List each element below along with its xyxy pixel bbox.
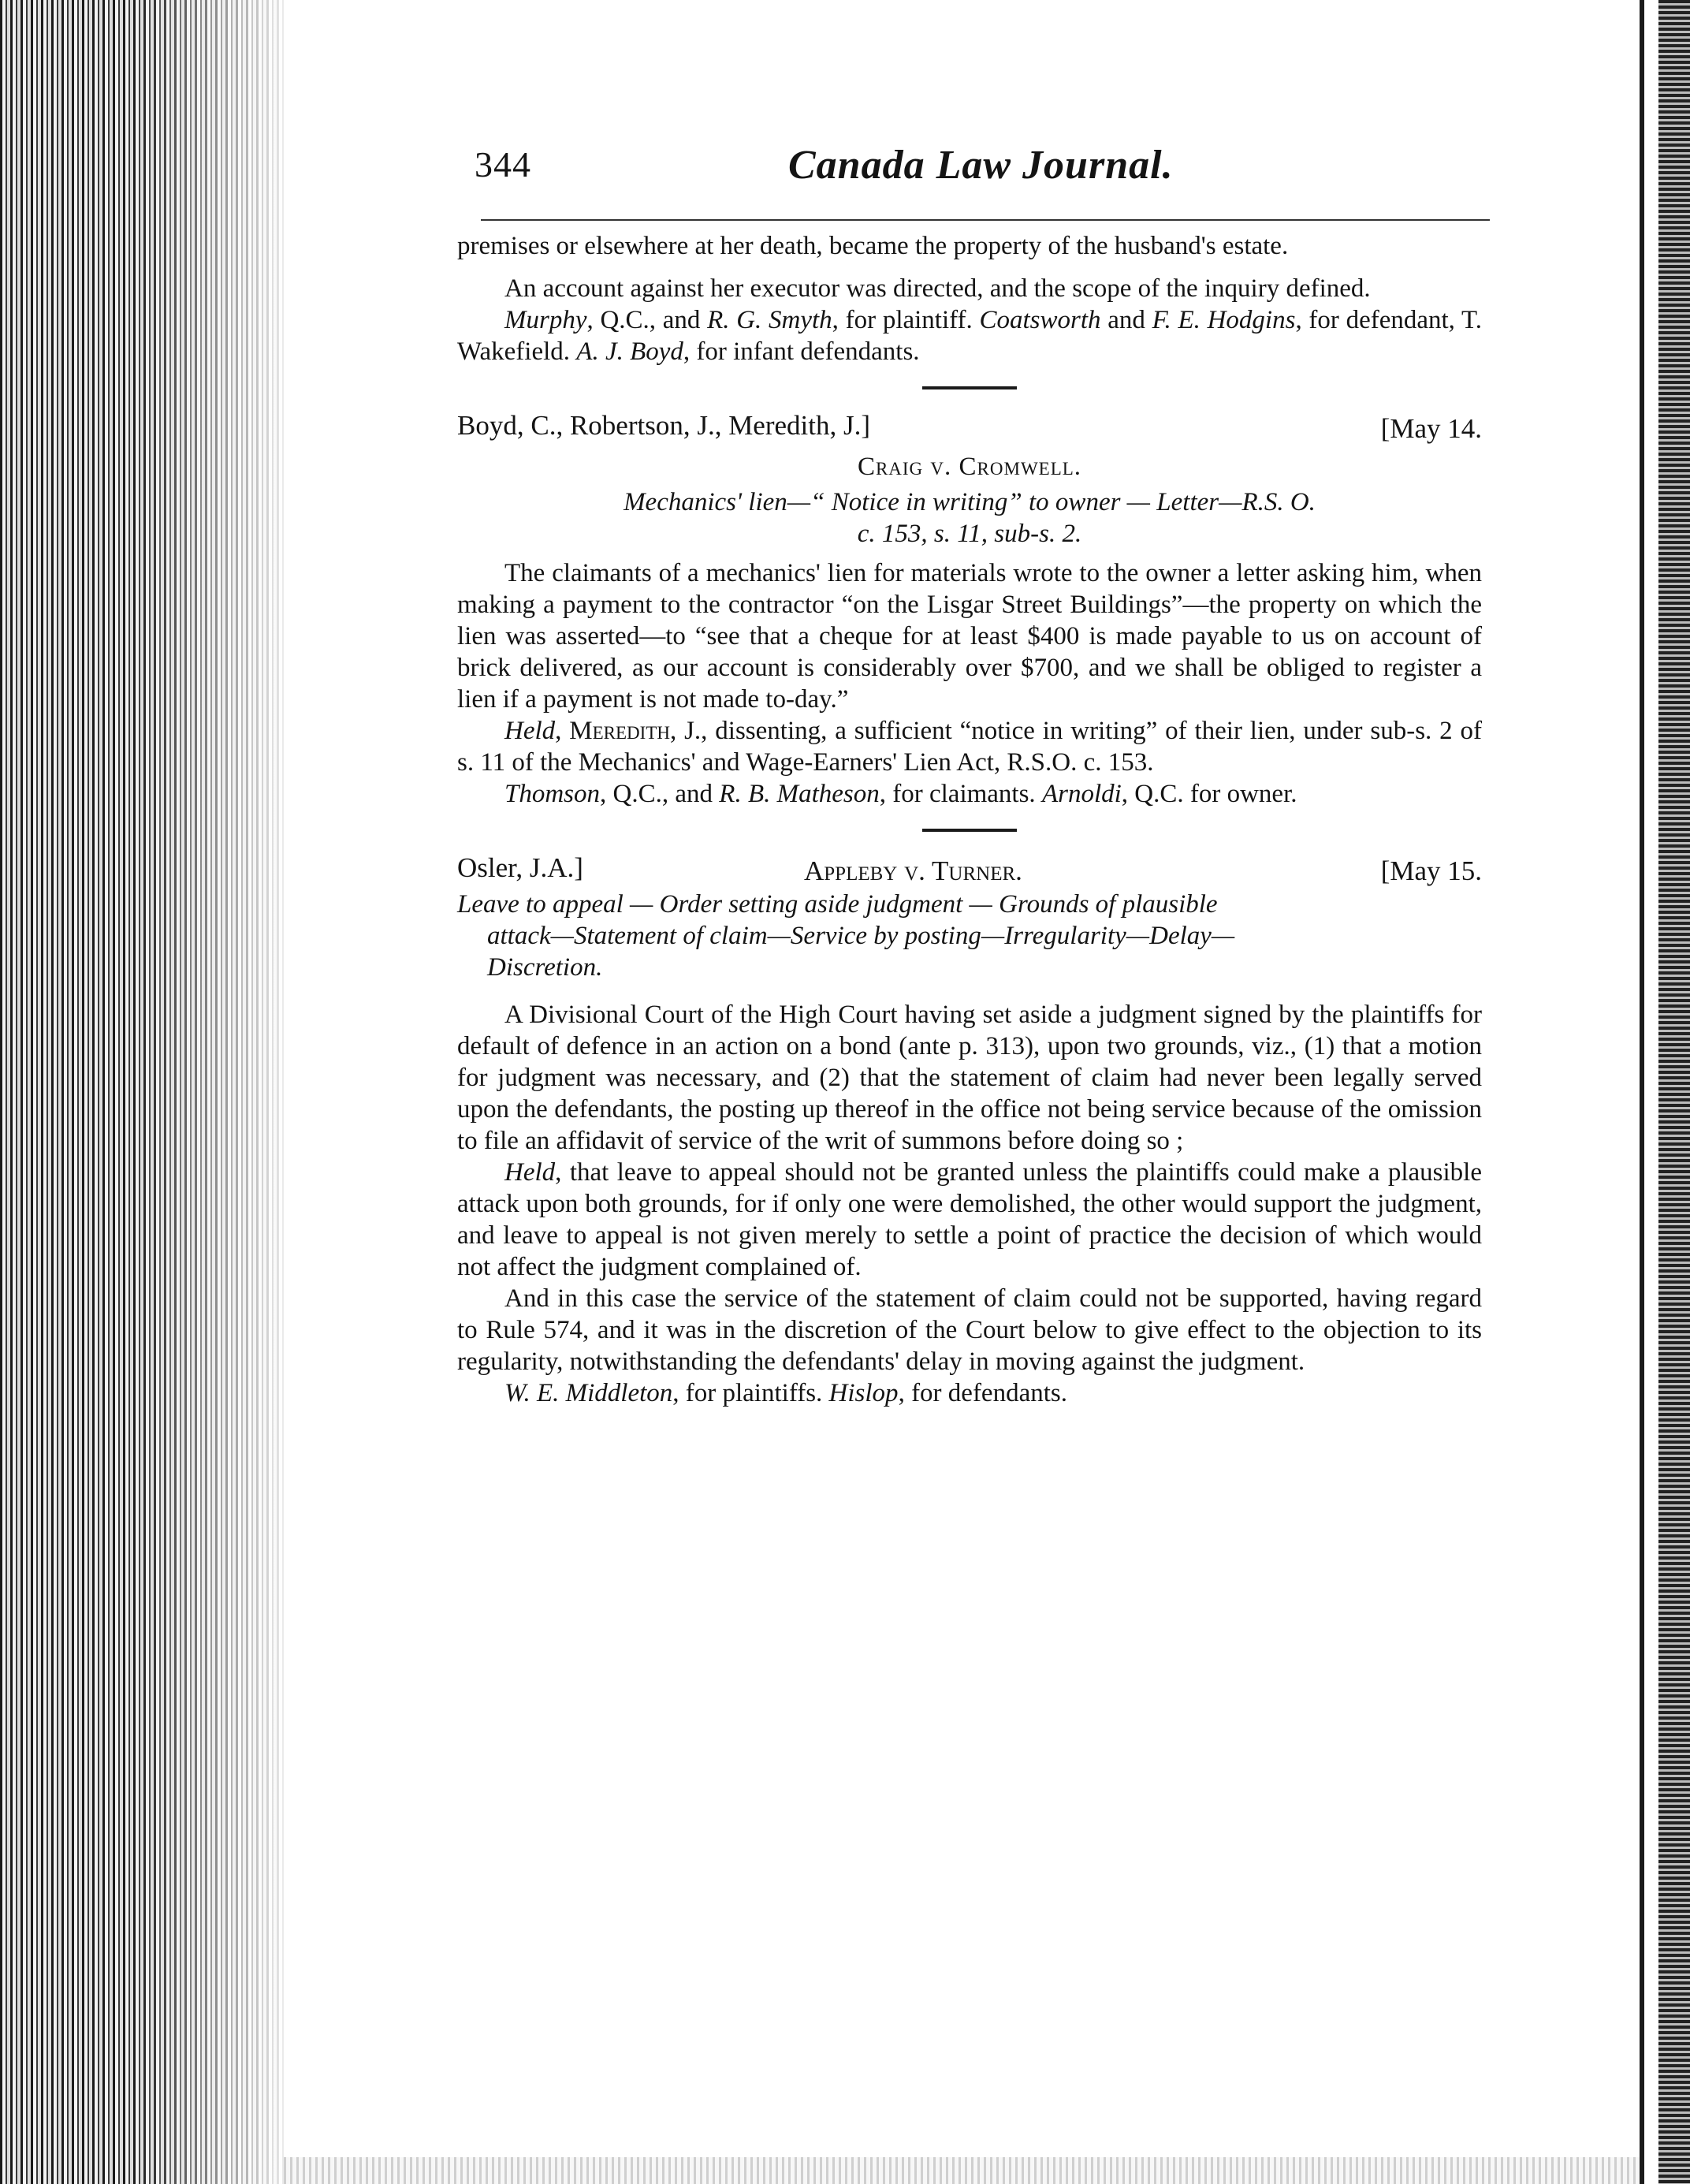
page-bottom-edge [284,2157,1640,2184]
journal-title: Canada Law Journal. [788,143,1174,188]
counsel-name: Hislop [828,1379,899,1407]
held-text: , that leave to appeal should not be granted unless the plaintiffs could make a plausible attack upon both grounds, for if only one were demolished, the other would support the judgment, and leave to appeal is not given merely to settle a point of practice the decision of which would not affect the judgment complained of. [457,1158,1482,1281]
case-subject [457,889,1482,983]
held-text: , J., dissenting, a sufficient “notice in writing” of their lien, under sub-s. 2 of s. 11 of the Mechanics' and Wage-Earners' Lien Act, R.S.O. c. 153. [457,717,1483,777]
counsel-text: , Q.C. for owner. [1121,780,1297,808]
counsel-name: Thomson [504,780,601,808]
counsel-text: , for plaintiff. [832,306,980,334]
page-right-edge [1658,0,1690,2184]
subject-line: attack—Statement of claim—Service by posting—Irregularity—Delay— [487,922,1235,950]
page-number: 344 [475,144,531,184]
binding-shadow [134,0,284,2184]
counsel-text: , for plaintiffs. [672,1379,829,1407]
held-word: Held [504,1158,556,1187]
counsel-name: Coatsworth [979,306,1101,334]
case-body: And in this case the service of the statement of claim could not be supported, having regard to Rule 574, and it was in the discretion of the Court below to give effect to the objection to its regularity, notwithstanding the defendants' delay in moving against the judgment. [457,1284,1482,1376]
counsel-text: , Q.C., and [586,306,708,334]
case-title: Appleby v. Turner. [804,855,1022,886]
case-counsel [457,1377,1482,1409]
held-judge: Meredith [569,717,670,745]
counsel-name: R. B. Matheson [719,780,880,808]
counsel-name: R. G. Smyth [707,306,832,334]
case-date: [May 14. [1380,413,1482,444]
counsel-name: F. E. Hodgins [1152,306,1296,334]
counsel-text: and [1100,306,1152,334]
case-title: Craig v. Cromwell. [857,453,1082,481]
header-rule [481,219,1490,221]
journal-page [457,134,1482,1409]
section-divider [922,829,1017,832]
counsel-name: A. J. Boyd [576,337,683,366]
court-judges: Osler, J.A.] [457,852,583,883]
subject-line: Leave to appeal — Order setting aside judgment — Grounds of plausible [457,890,1218,919]
page-right-border [1640,0,1644,2184]
counsel-name: Arnoldi [1041,780,1122,808]
section-divider [922,386,1017,389]
case-holding [457,1157,1482,1283]
court-judges: Boyd, C., Robertson, J., Meredith, J.] [457,410,871,441]
subject-line: c. 153, s. 11, sub-s. 2. [857,520,1082,548]
case-body: A Divisional Court of the High Court having set aside a judgment signed by the plaintiffs for default of defence in an action on a bond (ante p. 313), upon two grounds, viz., (1) that a motion for judgment was necessary, and (2) that the statement of claim had never been legally served upon the defendants, the posting up thereof in the office not being service because of the omission to file an affidavit of service of the writ of summons before doing so ; [457,1001,1482,1155]
counsel-text: , for infant defendants. [683,337,920,366]
counsel-line-1 [457,304,1482,367]
case-counsel [457,778,1482,810]
subject-line: Mechanics' lien—“ Notice in writing” to owner — Letter—R.S. O. [624,488,1316,516]
page-header [457,134,1482,197]
case-holding: Held, Meredith, J., dissenting, a sufficient “notice in writing” of their lien, under sub-s. 2 of s. 11 of the Mechanics' and Wage-Earners' Lien Act, R.S.O. c. 153. [457,717,1483,777]
case-body: The claimants of a mechanics' lien for materials wrote to the owner a letter asking him, when making a payment to the contractor “on the Lisgar Street Buildings”—the property on which the lien was asserted—to “see that a cheque for at least $400 is made payable to us on account of brick delivered, as our account is considerably over $700, and we shall be obliged to register a lien if a payment is not made to-day.” [457,559,1482,714]
counsel-text: , Q.C., and [600,780,720,808]
case-date: [May 15. [1380,855,1482,886]
subject-line: Discretion. [487,953,603,982]
counsel-text: , for defendants. [898,1379,1067,1407]
counsel-name: Murphy [504,306,587,334]
counsel-text: , for defendant, T. Wakefield. [457,306,1483,366]
paragraph-account: An account against her executor was directed, and the scope of the inquiry defined. [504,274,1371,303]
counsel-text: , for claimants. [879,780,1042,808]
counsel-name: W. E. Middleton [504,1379,673,1407]
paragraph-continuation: premises or elsewhere at her death, became the property of the husband's estate. [457,232,1289,260]
case-subject [457,486,1482,550]
case-court-line [457,410,1482,446]
case-court-line [457,852,1482,889]
held-word: Held [504,717,556,745]
